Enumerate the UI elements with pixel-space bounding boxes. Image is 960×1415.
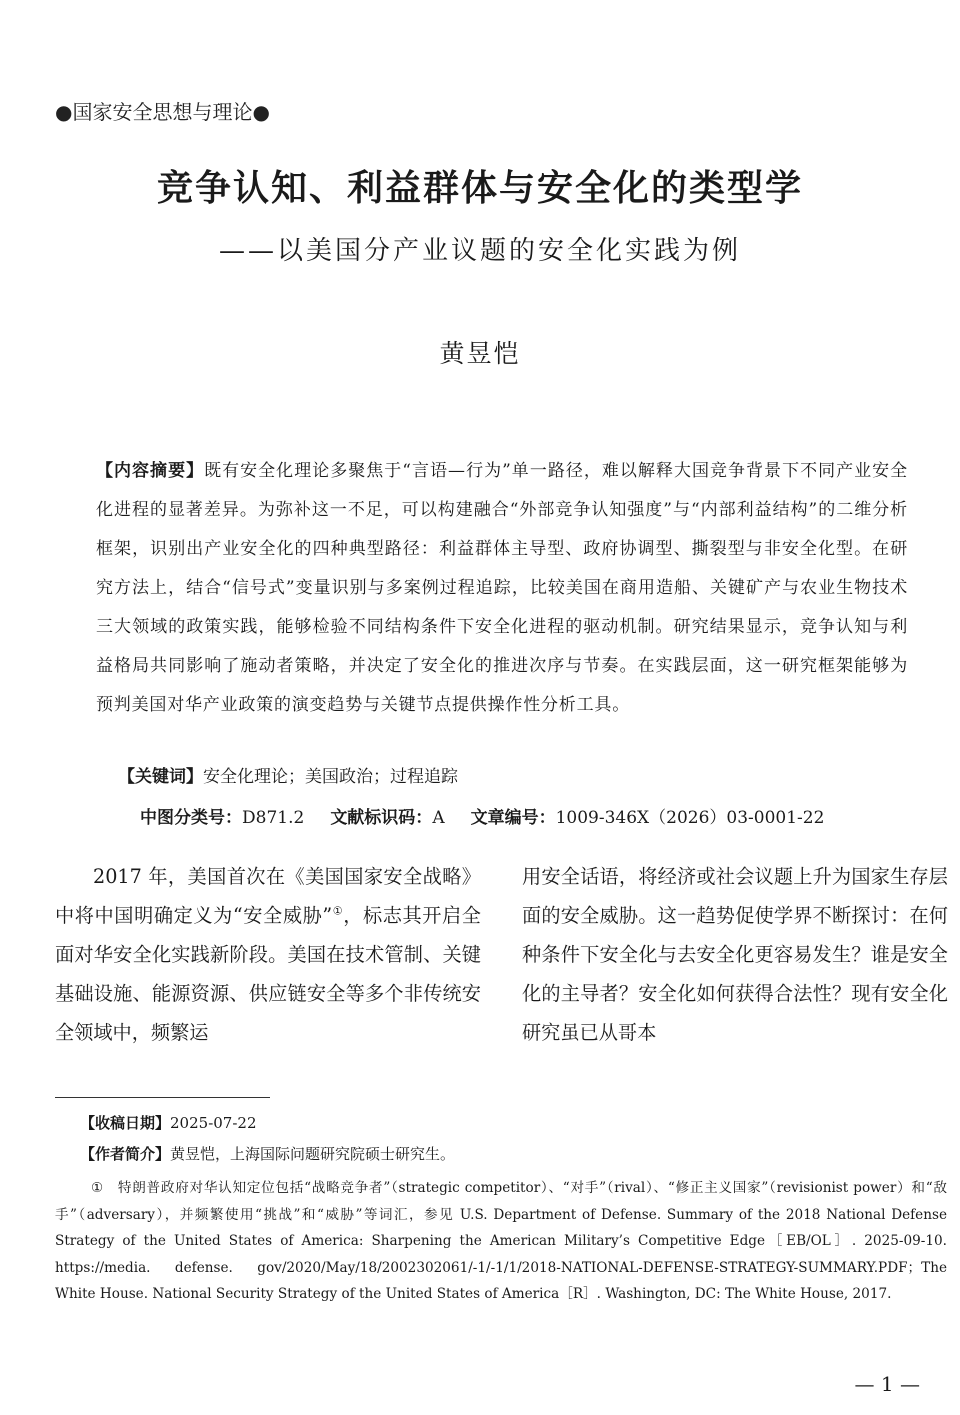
author-bio <box>80 1143 455 1164</box>
article-subtitle: ——以美国分产业议题的安全化实践为例 <box>218 236 741 266</box>
classification-line <box>140 803 824 828</box>
footnote-ref[interactable]: ① <box>332 904 344 918</box>
footnote <box>55 1175 947 1308</box>
abstract-text: 既有安全化理论多聚焦于“言语—行为”单一路径，难以解释大国竞争背景下不同产业安全化进程的显著差异。为弥补这一不足，可以构建融合“外部竞争认知强度”与“内部利益结构”的二维分析框架，识别出产业安全化的四种典型路径：利益群体主导型、政府协调型、撕裂型与非安全化型。在研究方法上，结合“信号式”变量识别与多案例过程追踪，比较美国在商用造船、关键矿产与农业生物技术三大领域的政策实践，能够检验不同结构条件下安全化进程的驱动机制。研究结果显示，竞争认知与利益格局共同影响了施动者策略，并决定了安全化的推进次序与节奏。在实践层面，这一研究框架能够为预判美国对华产业政策的演变趋势与关键节点提供操作性分析工具。 <box>96 461 908 715</box>
received-date <box>80 1112 257 1133</box>
article-author: 黄昱恺 <box>439 339 521 368</box>
body-right-text: 用安全话语，将经济或社会议题上升为国家生存层面的安全威胁。这一趋势促使学界不断探讨：在何种条件下安全化与去安全化更容易发生？谁是安全化的主导者？安全化如何获得合法性？现有安全化研究虽已从哥本 <box>522 865 948 1044</box>
received-value: 2025-07-22 <box>170 1114 257 1132</box>
keywords-label: 【关键词】 <box>118 767 203 787</box>
keywords <box>118 762 458 787</box>
clc-value: D871.2 <box>242 808 305 828</box>
body-left-text-1: 2017 年，美国首次在《美国国家安全战略》中将中国明确定义为“安全威胁” <box>55 865 481 927</box>
abstract <box>96 452 908 725</box>
footnote-text: 特朗普政府对华认知定位包括“战略竞争者”（strategic competitor）、“对手”（rival）、“修正主义国家”（revisionist power）和“敌手”（adversary），并频繁使用“挑战”和“威胁”等词汇，参见 U.S. Department of Defense. Summary of the 2018 National Defense Strategy of the United States of America: Sharpening the American Military’s Competitive Edge［EB/OL］. 2025-09-10. https://media. defense. gov/2020/May/18/2002302061/-1/-1/1/2018-NATIONAL-DEFENSE-STRATEGY-SUMMARY.PDF；The White House. National Security Strategy of the United States of America［R］. Washington, DC: The White House, 2017. <box>55 1180 947 1302</box>
article-number-label: 文章编号： <box>470 808 556 828</box>
footnote-number: ① <box>91 1180 104 1196</box>
section-tag: ●国家安全思想与理论● <box>55 100 270 124</box>
author-bio-label: 【作者简介】 <box>80 1145 171 1163</box>
abstract-label: 【内容摘要】 <box>96 461 205 481</box>
page-number: — 1 — <box>854 1372 920 1396</box>
body-right-column <box>522 857 948 1052</box>
clc-label: 中图分类号： <box>140 808 242 828</box>
received-label: 【收稿日期】 <box>80 1114 171 1132</box>
doc-code-value: A <box>432 808 445 828</box>
body-left-column <box>55 857 481 1052</box>
doc-code-label: 文献标识码： <box>330 808 433 828</box>
keywords-text: 安全化理论；美国政治；过程追踪 <box>203 767 458 787</box>
footnote-divider <box>55 1097 270 1098</box>
author-bio-value: 黄昱恺，上海国际问题研究院硕士研究生。 <box>170 1145 456 1163</box>
article-number-value: 1009-346X（2026）03-0001-22 <box>555 808 825 828</box>
body-left-text-2: ，标志其开启全面对华安全化实践新阶段。美国在技术管制、关键基础设施、能源资源、供应链安全等多个非传统安全领域中，频繁运 <box>55 904 481 1044</box>
article-title: 竞争认知、利益群体与安全化的类型学 <box>156 168 803 209</box>
